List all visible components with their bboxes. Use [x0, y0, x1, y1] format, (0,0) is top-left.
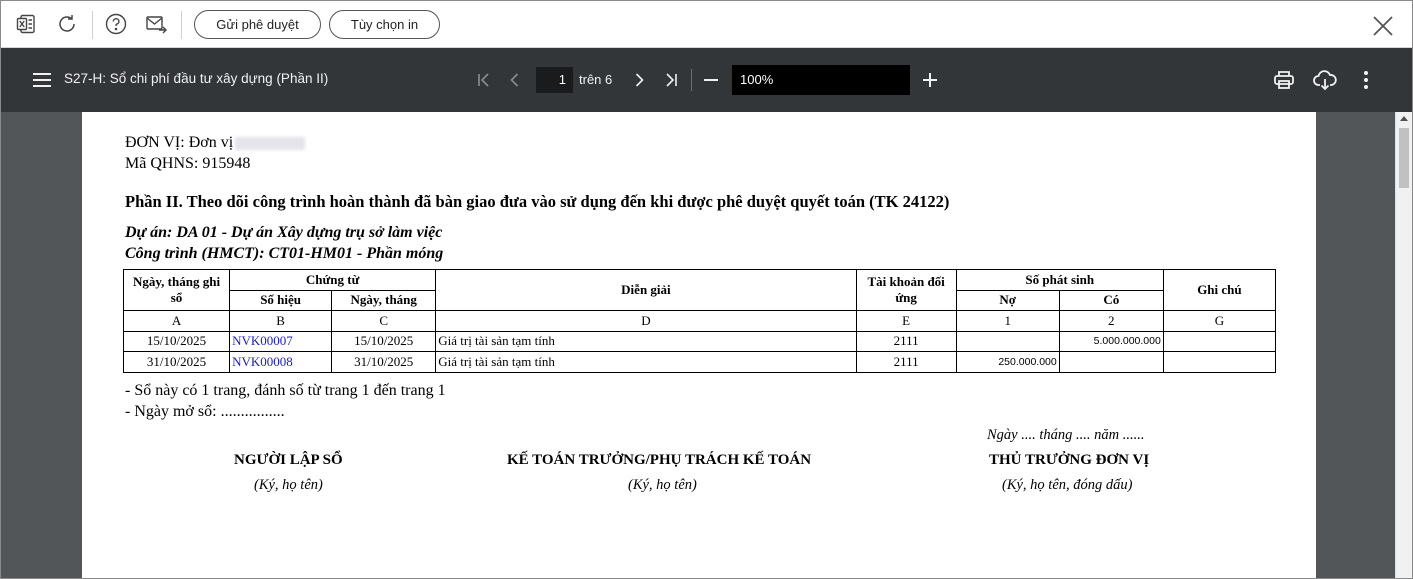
help-icon[interactable]: [103, 11, 129, 37]
first-page-icon[interactable]: [473, 68, 495, 92]
toolbar-divider: [691, 69, 692, 91]
toolbar-divider: [181, 11, 182, 39]
row-description: Giá trị tài sản tạm tính: [436, 331, 856, 352]
header-voucher-date: Ngày, tháng: [332, 290, 436, 311]
vertical-scrollbar[interactable]: [1395, 112, 1412, 579]
next-page-icon[interactable]: [628, 68, 650, 92]
row-note: [1163, 331, 1275, 352]
work-line: Công trình (HMCT): CT01-HM01 - Phần móng: [125, 245, 444, 262]
column-code: C: [332, 311, 436, 332]
unit-line: [125, 134, 305, 152]
header-account: Tài khoản đối ứng: [856, 270, 956, 311]
page-count-label: trên 6: [579, 72, 613, 87]
open-date-note: - Ngày mở sổ: ................: [125, 403, 285, 420]
download-icon[interactable]: [1312, 67, 1338, 93]
column-code: D: [436, 311, 856, 332]
ledger-table: [123, 269, 1276, 373]
header-voucher-no: Số hiệu: [230, 290, 332, 311]
redacted-unit-name: [235, 137, 305, 150]
column-code-row: [124, 311, 1276, 332]
column-code: 1: [956, 311, 1059, 332]
signature-chief-accountant-note: (Ký, họ tên): [628, 477, 697, 493]
header-credit: Có: [1059, 290, 1163, 311]
zoom-out-icon[interactable]: [700, 68, 722, 92]
row-date: 15/10/2025: [124, 331, 230, 352]
print-icon[interactable]: [1271, 67, 1297, 93]
row-credit: 5.000.000.000: [1059, 331, 1163, 352]
table-row: [124, 352, 1276, 373]
header-debit: Nợ: [956, 290, 1059, 311]
more-options-icon[interactable]: [1354, 67, 1378, 93]
unit-label: ĐƠN VỊ: Đơn vị: [125, 134, 234, 151]
previous-page-icon[interactable]: [504, 68, 526, 92]
menu-icon[interactable]: [30, 68, 54, 92]
row-debit: 250.000.000: [956, 352, 1059, 373]
header-amount: Số phát sinh: [956, 270, 1163, 291]
column-code: A: [124, 311, 230, 332]
column-code: E: [856, 311, 956, 332]
send-approval-button[interactable]: Gửi phê duyệt: [194, 10, 321, 39]
column-code: G: [1163, 311, 1275, 332]
row-account: 2111: [856, 352, 956, 373]
top-toolbar: [1, 1, 1412, 48]
row-voucher-date: 15/10/2025: [332, 331, 436, 352]
document-title: S27-H: Sổ chi phí đầu tư xây dựng (Phần II): [64, 71, 329, 86]
column-code: 2: [1059, 311, 1163, 332]
header-note: Ghi chú: [1163, 270, 1275, 311]
send-mail-icon[interactable]: [143, 11, 169, 37]
project-line: Dự án: DA 01 - Dự án Xây dựng trụ sở làm việc: [125, 224, 443, 241]
toolbar-divider: [92, 11, 93, 39]
header-description: Diễn giải: [436, 270, 856, 311]
excel-export-icon[interactable]: [13, 11, 39, 37]
pdf-page: [82, 112, 1316, 579]
scroll-thumb[interactable]: [1399, 128, 1409, 188]
row-voucher-date: 31/10/2025: [332, 352, 436, 373]
signature-preparer-title: NGƯỜI LẬP SỔ: [234, 452, 343, 468]
column-code: B: [230, 311, 332, 332]
section-title: Phần II. Theo dõi công trình hoàn thành đã bàn giao đưa vào sử dụng đến khi được phê duyệt quyết toán (TK 24122): [125, 192, 950, 211]
signature-head-note: (Ký, họ tên, đóng dấu): [1002, 477, 1133, 493]
signature-preparer-note: (Ký, họ tên): [254, 477, 323, 493]
signature-chief-accountant-title: KẾ TOÁN TRƯỞNG/PHỤ TRÁCH KẾ TOÁN: [507, 452, 812, 468]
last-page-icon[interactable]: [660, 68, 682, 92]
zoom-in-icon[interactable]: [919, 68, 941, 92]
row-debit: [956, 331, 1059, 352]
scroll-up-arrow-icon[interactable]: [1400, 116, 1408, 121]
page-number-input[interactable]: 1: [536, 67, 573, 93]
row-account: 2111: [856, 331, 956, 352]
row-credit: [1059, 352, 1163, 373]
pdf-viewer-toolbar: [1, 48, 1412, 112]
refresh-icon[interactable]: [54, 11, 80, 37]
row-date: 31/10/2025: [124, 352, 230, 373]
voucher-link[interactable]: NVK00007: [232, 333, 293, 349]
page-count-note: - Sổ này có 1 trang, đánh số từ trang 1 đến trang 1: [125, 382, 446, 399]
close-icon[interactable]: [1372, 15, 1394, 37]
zoom-level-input[interactable]: 100%: [732, 65, 910, 95]
signature-head-title: THỦ TRƯỞNG ĐƠN VỊ: [989, 452, 1150, 468]
qhns-code: Mã QHNS: 915948: [125, 155, 251, 172]
pdf-viewport[interactable]: [1, 112, 1412, 579]
voucher-link[interactable]: NVK00008: [232, 353, 293, 369]
row-note: [1163, 352, 1275, 373]
print-options-button[interactable]: Tùy chọn in: [329, 10, 440, 39]
row-description: Giá trị tài sản tạm tính: [436, 352, 856, 373]
header-voucher: Chứng từ: [230, 270, 436, 291]
table-row: [124, 331, 1276, 352]
header-date: Ngày, tháng ghi sổ: [124, 270, 230, 311]
signature-date-line: Ngày .... tháng .... năm ......: [987, 427, 1145, 443]
